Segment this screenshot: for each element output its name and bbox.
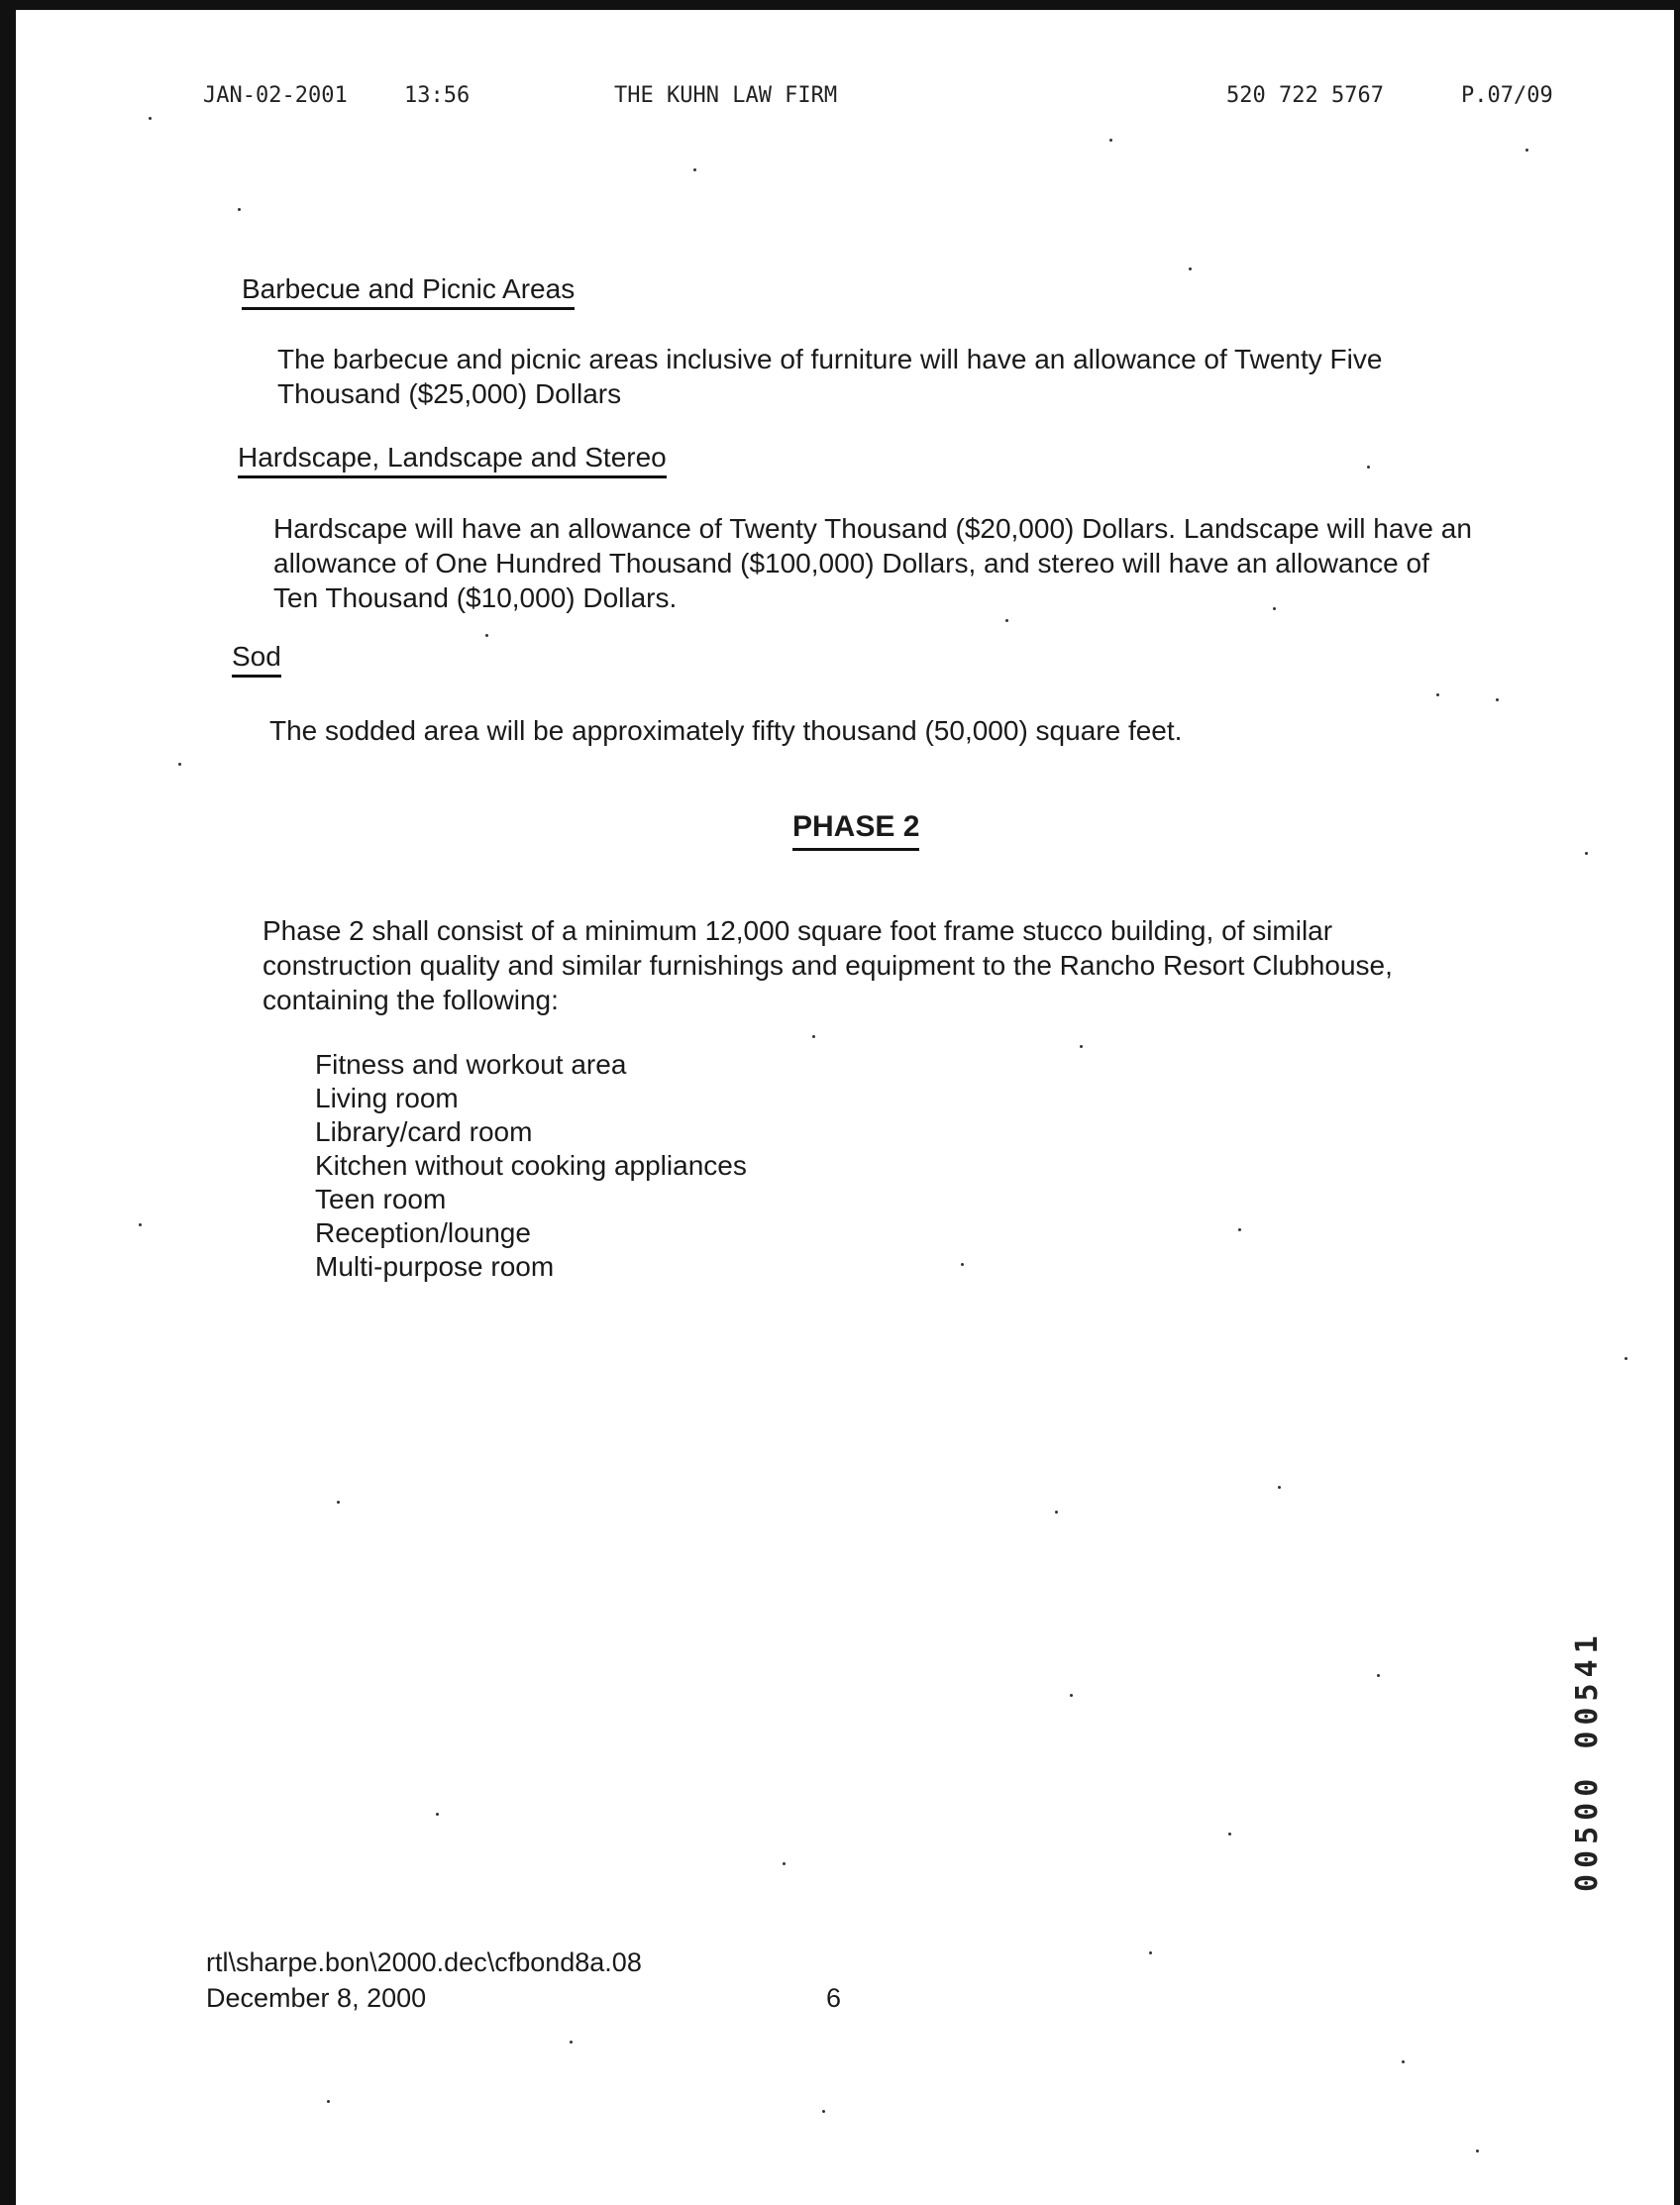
- fax-header: [0, 83, 1680, 115]
- section-body-sod: The sodded area will be approximately fifty thousand (50,000) square feet.: [269, 715, 1183, 746]
- list-item: Kitchen without cooking appliances: [315, 1150, 747, 1181]
- footer-file-path: rtl\sharpe.bon\2000.dec\cfbond8a.08: [206, 1947, 642, 1977]
- section-body-barbecue: The barbecue and picnic areas inclusive of furniture will have an allowance of Twenty Five Thousand ($25,000) Dollars: [277, 344, 1383, 409]
- fax-phone: 520 722 5767: [1226, 83, 1384, 108]
- section-heading-sod: Sod: [232, 641, 281, 678]
- phase2-room-list: [315, 1048, 747, 1284]
- list-item: Multi-purpose room: [315, 1251, 555, 1282]
- phase2-intro: Phase 2 shall consist of a minimum 12,000 square foot frame stucco building, of similar construction quality and similar furnishings and equipment to the Rancho Resort Clubhouse, containing the following:: [262, 915, 1393, 1015]
- list-item: Reception/lounge: [315, 1217, 531, 1248]
- phase2-title: PHASE 2: [792, 810, 919, 851]
- fax-time: 13:56: [404, 83, 471, 108]
- list-item: Living room: [315, 1083, 459, 1113]
- footer-date: December 8, 2000: [206, 1983, 427, 2013]
- bates-stamp: 00500 00541: [1570, 1629, 1605, 1892]
- section-body-hardscape: Hardscape will have an allowance of Twenty Thousand ($20,000) Dollars. Landscape will have an allowance of One Hundred Thousand ($100,000) Dollars, and stereo will have an allowance of Ten Thousand ($10,000) Dollars.: [273, 513, 1472, 613]
- fax-sender: THE KUHN LAW FIRM: [614, 83, 838, 108]
- list-item: Fitness and workout area: [315, 1049, 627, 1080]
- list-item: Teen room: [315, 1184, 447, 1214]
- section-heading-barbecue: Barbecue and Picnic Areas: [242, 273, 575, 310]
- list-item: Library/card room: [315, 1116, 533, 1147]
- section-heading-hardscape: Hardscape, Landscape and Stereo: [238, 442, 667, 478]
- fax-page: P.07/09: [1461, 83, 1553, 108]
- scan-border-left: [0, 0, 16, 2205]
- footer-page-number: 6: [826, 1983, 842, 2013]
- scan-border-right: [1674, 0, 1680, 2205]
- scan-border-top: [0, 0, 1680, 10]
- fax-date: JAN-02-2001: [203, 83, 348, 108]
